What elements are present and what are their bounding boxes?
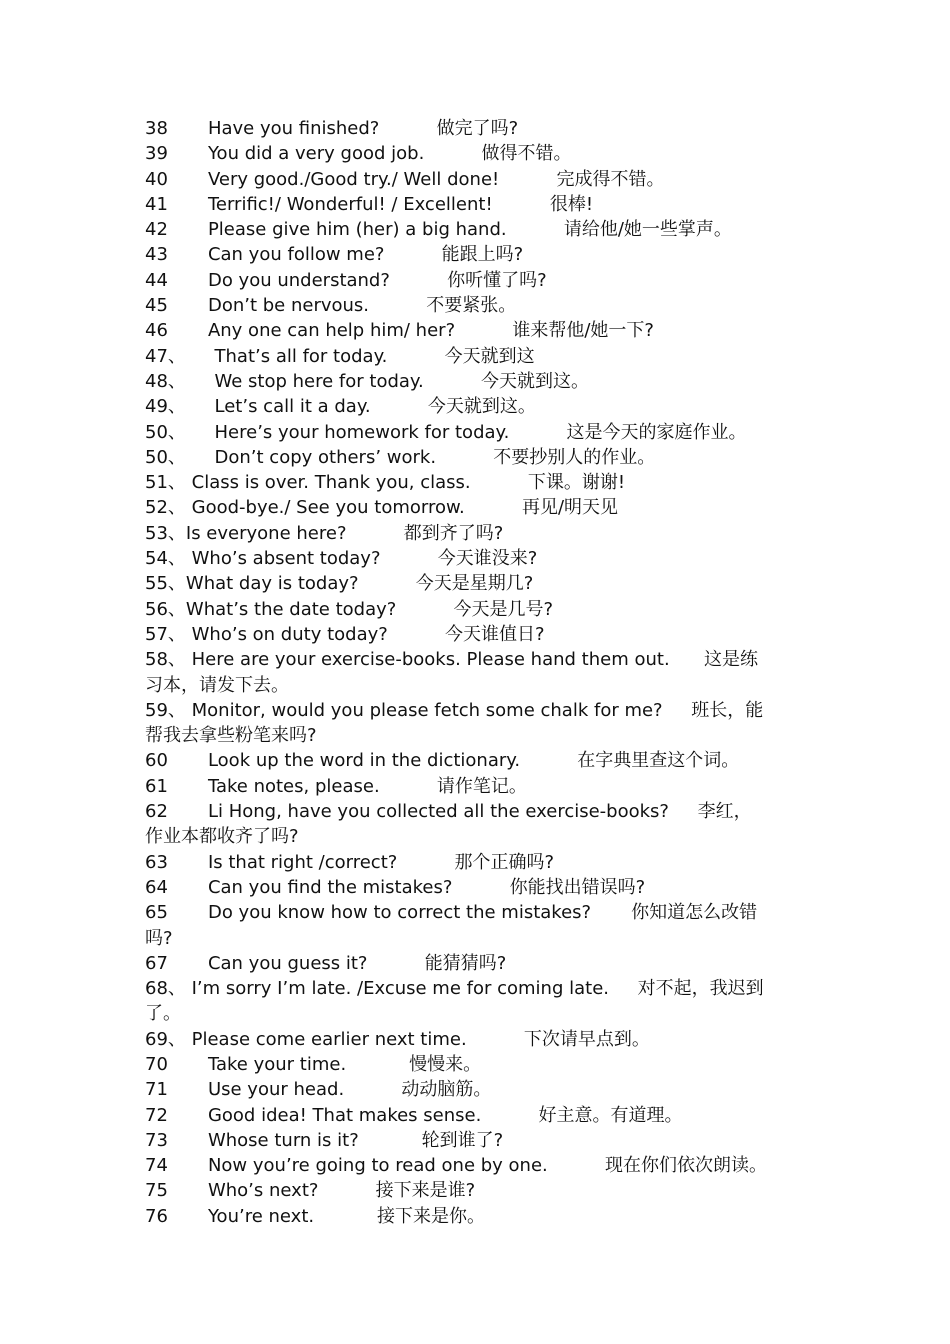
phrase-line: 43 Can you follow me? 能跟上吗? <box>145 244 524 266</box>
phrase-line: 53、Is everyone here? 都到齐了吗? <box>145 522 504 544</box>
phrase-line: 69、 Please come earlier next time. 下次请早点到。 <box>145 1028 650 1050</box>
phrase-line: 68、 I’m sorry I’m late. /Excuse me for coming late. 对不起，我迟到 <box>145 978 764 1000</box>
phrase-line: 75 Who’s next? 接下来是谁? <box>145 1180 476 1202</box>
phrase-line: 48、 We stop here for today. 今天就到这。 <box>145 370 589 392</box>
phrase-line: 51、 Class is over. Thank you, class. 下课。谢谢! <box>145 472 626 494</box>
phrase-line: 39 You did a very good job. 做得不错。 <box>145 143 572 165</box>
phrase-line: 41 Terrific!/ Wonderful! / Excellent! 很棒! <box>145 193 594 215</box>
phrase-line: 47、 That’s all for today. 今天就到这 <box>145 345 535 367</box>
phrase-line: 63 Is that right /correct? 那个正确吗? <box>145 851 555 873</box>
phrase-line: 62 Li Hong, have you collected all the exercise-books? 李红， <box>145 801 752 823</box>
phrase-line: 40 Very good./Good try./ Well done! 完成得不错。 <box>145 168 665 190</box>
phrase-line: 46 Any one can help him/ her? 谁来帮他/她一下? <box>145 320 654 342</box>
phrase-line: 57、 Who’s on duty today? 今天谁值日? <box>145 623 545 645</box>
phrase-line: 58、 Here are your exercise-books. Please hand them out. 这是练 <box>145 649 758 671</box>
phrase-line: 44 Do you understand? 你听懂了吗? <box>145 269 547 291</box>
phrase-line: 64 Can you find the mistakes? 你能找出错误吗? <box>145 876 646 898</box>
phrase-line: 61 Take notes, please. 请作笔记。 <box>145 775 527 797</box>
phrase-line: 74 Now you’re going to read one by one. 现在你们依次朗读。 <box>145 1155 767 1177</box>
phrase-line: 38 Have you finished? 做完了吗? <box>145 118 519 139</box>
phrase-line-continuation: 帮我去拿些粉笔来吗? <box>145 725 317 747</box>
phrase-line-continuation: 吗? <box>145 927 173 949</box>
phrase-line-continuation: 了。 <box>145 1003 181 1025</box>
phrase-line-continuation: 习本，请发下去。 <box>145 674 289 696</box>
phrase-line: 52、 Good-bye./ See you tomorrow. 再见/明天见 <box>145 497 619 519</box>
phrase-line: 70 Take your time. 慢慢来。 <box>145 1053 482 1075</box>
phrase-line-continuation: 作业本都收齐了吗? <box>145 826 299 848</box>
phrase-line: 73 Whose turn is it? 轮到谁了? <box>145 1129 504 1151</box>
phrase-list <box>145 116 807 1229</box>
phrase-line: 72 Good idea! That makes sense. 好主意。有道理。 <box>145 1104 683 1126</box>
phrase-line: 76 You’re next. 接下来是你。 <box>145 1205 486 1227</box>
phrase-line: 71 Use your head. 动动脑筋。 <box>145 1079 492 1101</box>
phrase-line: 54、 Who’s absent today? 今天谁没来? <box>145 548 538 570</box>
phrase-line: 42 Please give him (her) a big hand. 请给他/她一些掌声。 <box>145 219 732 241</box>
phrase-line: 59、 Monitor, would you please fetch some chalk for me? 班长，能 <box>145 699 764 721</box>
phrase-line: 49、 Let’s call it a day. 今天就到这。 <box>145 396 536 418</box>
phrase-line: 45 Don’t be nervous. 不要紧张。 <box>145 295 517 317</box>
phrase-line: 50、 Don’t copy others’ work. 不要抄别人的作业。 <box>145 446 656 468</box>
phrase-line: 56、What’s the date today? 今天是几号? <box>145 598 554 620</box>
phrase-line: 65 Do you know how to correct the mistakes? 你知道怎么改错 <box>145 902 758 924</box>
phrase-line: 50、 Here’s your homework for today. 这是今天的家庭作业。 <box>145 421 747 443</box>
phrase-line: 67 Can you guess it? 能猜猜吗? <box>145 952 507 974</box>
phrase-line: 60 Look up the word in the dictionary. 在字典里查这个词。 <box>145 750 740 772</box>
phrase-line: 55、What day is today? 今天是星期几? <box>145 573 534 595</box>
